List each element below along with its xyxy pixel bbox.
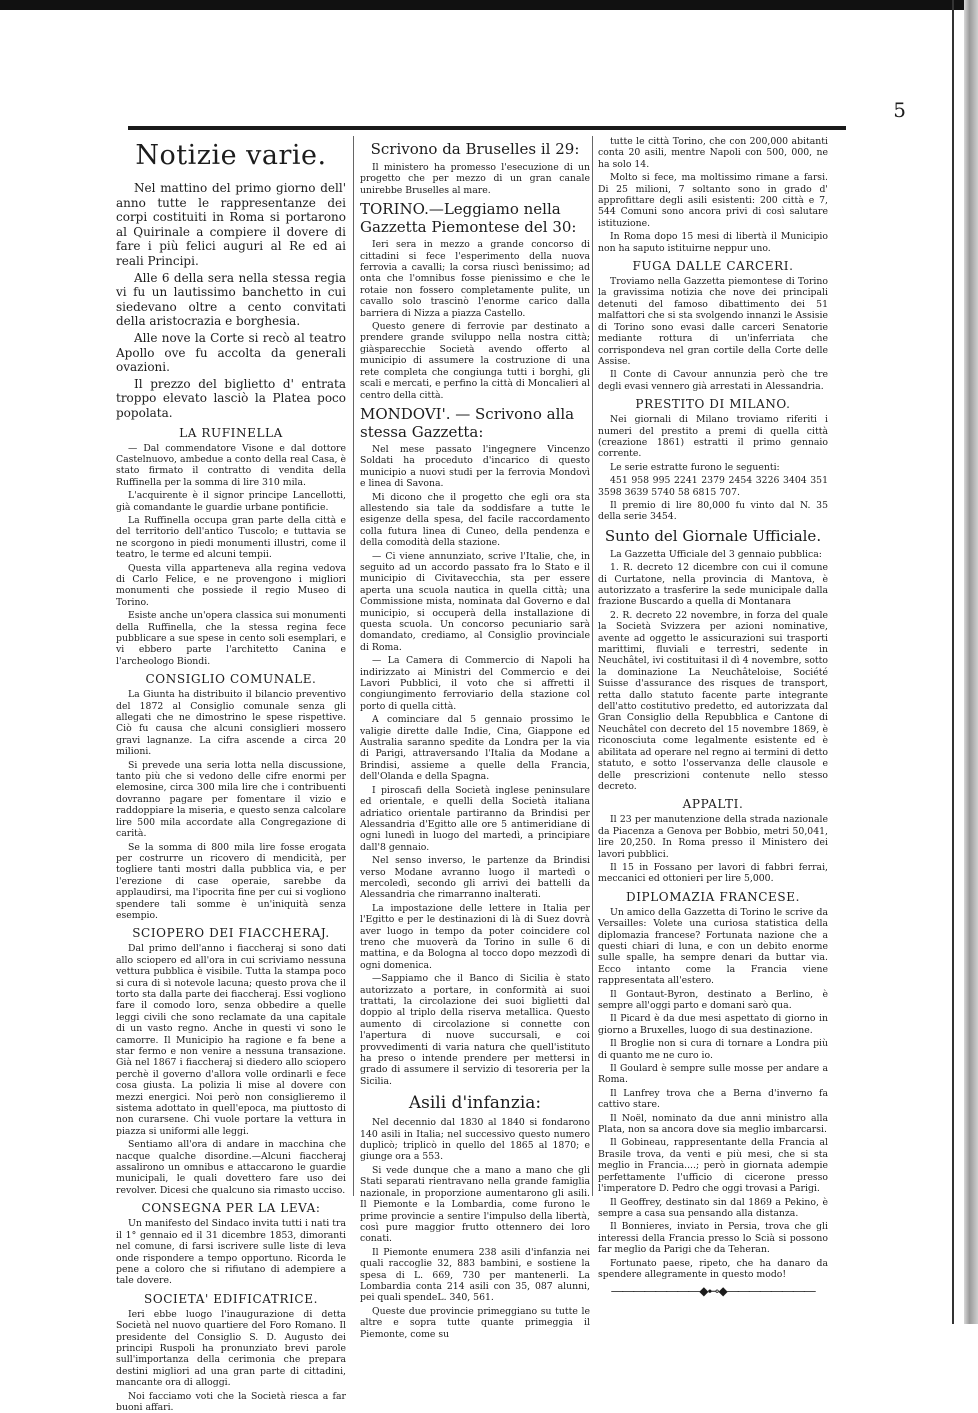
paragraph: La Giunta ha distribuito il bilancio preventivo del 1872 al Consiglio comunale senza gli allegati che ne dimostrino le spese rispettive. Ciò fu causa che alcuni consiglieri mossero gravi lagnanze. La cifra ascende a circa 20 milioni. (116, 689, 346, 758)
paragraph: Un amico della Gazzetta di Torino le scrive da Versailles: Volete una curiosa statistica della diplomazia francese? Fortunata nazione che a questi chiari di luna, e con un debito enorme sulle spalle, ha sempre denari da buttar via. Ecco intanto come la Francia viene rappresentata all'estero. (598, 906, 828, 987)
page-right-line (952, 0, 954, 1324)
column-1 (116, 136, 346, 1413)
subheading: APPALTI. (682, 797, 744, 812)
section-title: Notizie varie. (135, 140, 327, 171)
subheading: SCIOPERO DEI FIACCHERAJ. (132, 926, 330, 941)
paragraph: Il prezzo del biglietto d' entrata troppo elevato lasciò la Platea poco popolata. (116, 376, 346, 420)
paragraph: Il 23 per manutenzione della strada nazionale da Piacenza a Genova per Bobbio, metri 50,041, lire 20,250. In Roma presso il Ministero dei lavori pubblici. (598, 814, 828, 860)
paragraph: Noi facciamo voti che la Società riesca a far buoni affari. (116, 1390, 346, 1413)
paragraph: 451 958 995 2241 2379 2454 3226 3404 351 3598 3639 5740 58 6815 707. (598, 475, 828, 498)
paragraph: L'acquirente è il signor principe Lancellotti, già comandante le guardie urbane pontificie. (116, 490, 346, 513)
paragraph: 1. R. decreto 12 dicembre con cui il comune di Curtatone, nella provincia di Mantova, è autorizzato a trasferire la sede municipale dalla frazione Buscardo a quella di Montanara (598, 562, 828, 608)
paragraph: Il premio di lire 80,000 fu vinto dal N. 35 della serie 3454. (598, 499, 828, 523)
paragraph: Il Bonnieres, inviato in Persia, trova che gli interessi della Francia presso lo Scià si possono far meglio da Parigi che da Teheran. (598, 1221, 828, 1256)
column-3 (598, 136, 828, 1304)
paragraph: Le serie estratte furono le seguenti: (610, 461, 780, 473)
column-divider (592, 136, 593, 1196)
column-divider (353, 136, 354, 1196)
paragraph: Esiste anche un'opera classica sui monumenti della Ruffinella, che la stessa regina fece pubblicare a sue spese in cento soli esemplari, e vi ebbero parte l'architetto Canina e l'archeologo Biondi. (116, 610, 346, 667)
page-right-edge (964, 0, 978, 1324)
paragraph: I piroscafi della Società inglese peninsulare ed orientale, e quelli della Società italiana adriatico orientale partiranno da Brindisi per Alessandria d'Egitto alle ore 5 antimeridiane di ogni lunedì in luogo del martedì, a principiare dall'8 gennaio. (360, 784, 590, 853)
paragraph: Il Piemonte enumera 238 asili d'infanzia nei quali raccoglie 32, 883 bambini, e sostiene la spesa di L. 669, 730 per mantenerli. La Lombardia conta 214 asili con 35, 087 alunni, pei quali spendeL. 340, 561. (360, 1246, 590, 1304)
paragraph: La Gazzetta Ufficiale del 3 gennaio pubblica: (610, 548, 822, 560)
subheading: SOCIETA' EDIFICATRICE. (144, 1291, 318, 1306)
column-2 (360, 136, 590, 1340)
paragraph: Il Lanfrey trova che a Berna d'inverno fa cattivo stare. (598, 1087, 828, 1111)
paragraph: Sentiamo all'ora di andare in macchina che nacque qualche disordine.—Alcuni fiaccheraj assalirono un omnibus e attaccarono le guardie municipali, le quali dovettero fare uso dei revolver. Dicesi che qualcuno sia rimasto ucciso. (116, 1139, 346, 1196)
paragraph: Fortunato paese, ripeto, che ha danaro da spendere allegramente in questo modo! (598, 1257, 828, 1280)
paragraph: — La Camera di Commercio di Napoli ha indirizzato ai Ministri del Commercio e dei Lavori Pubblici, il voto che si affretti il congiungimento ferroviario della stazione col porto di quella città. (360, 655, 590, 712)
header-rule (128, 126, 846, 130)
paragraph: Il Picard è da due mesi aspettato di giorno in giorno a Bruxelles, luogo di sua destinazione. (598, 1013, 828, 1036)
paragraph: La Ruffinella occupa gran parte della città e del territorio dell'antico Tuscolo; e tuttavia se ne scorgono in piedi monumenti illustri, come il teatro, le terme ed alcuni tempii. (116, 514, 346, 561)
paragraph: Nel decennio dal 1830 al 1840 si fondarono 140 asili in Italia; nel successivo questo numero duplicò; triplicò in quello del 1865 al 1870; e giunge ora a 553. (360, 1117, 590, 1163)
paragraph: — Ci viene annunziato, scrive l'Italie, che, in seguito ad un accordo passato fra lo Stato e il municipio di Civitavecchia, sta per essere aperta una scuola nautica in quella città; una Commissione mista, nominata dal Governo e dal municipio, si occuperà della installazione di questa scuola. Un concorso pecuniario sarà domandato, crediamo, al Consiglio provinciale di Roma. (360, 550, 590, 653)
paragraph: Nel senso inverso, le partenze da Brindisi verso Modane avranno luogo il martedì o mercoledì, secondo gli arrivi dei battelli da Alessandria che rimarranno inalterati. (360, 855, 590, 901)
paragraph: Mi dicono che il progetto che egli ora sta allestendo sia tale da soddisfare a tutte le esigenze della spesa, del facile raccordamento colla futura linea di Cuneo, della pendenza e della comodità della stazione. (360, 491, 590, 549)
subheading: PRESTITO DI MILANO. (635, 397, 791, 412)
paragraph: Questo genere di ferrovie par destinato a prendere grande sviluppo nella nostra città; giàsparecchie Società avendo offerto al municipio di assumere la costruzione di una rete completa che congiunga tutti i borghi, gli scali e mercati, e perfino la città di Moncalieri al centro della città. (360, 321, 590, 401)
subheading: DIPLOMAZIA FRANCESE. (625, 889, 801, 904)
paragraph: Ieri ebbe luogo l'inaugurazione di detta Società nel nuovo quartiere del Foro Romano. Il presidente del Consiglio S. D. Augusto dei principi Ruspoli ha pronunziato brevi parole sull'importanza della cerimonia che prepara destini migliori ad una gran parte di cittadini, mancante ora di alloggi. (116, 1308, 346, 1389)
paragraph: Troviamo nella Gazzetta piemontese di Torino la gravissima notizia che nove dei principali detenuti del famoso dibattimento dei 51 malfattori che si sta svolgendo innanzi le Assisie di Torino sono evasi dalle carceri Senatorie mediante rottura di un'inferriata che corrispondeva nel gran cortile della Corte delle Assise. (598, 276, 828, 367)
paragraph: Dal primo dell'anno i fiaccheraj si sono dati allo sciopero ed all'ora in cui scriviamo nessuna vettura pubblica è visibile. Tutta la stampa poco si cura di sì notevole lacuna; questo prova che il torto sta dalla parte dei fiaccheraj. Essi vogliono fare il comodo loro, senza obbedire a quelle leggi civili che sono reclamate da una capitale di un vasto regno. Anche in questi vi sono le camorre. Il Municipio ha ragione e fa bene a star fermo e non venire a nessuna transazione. Già nel 1867 i fiaccheraj si diedero allo sciopero perchè il governo d'allora volle ordinarli e fece cosa giusta. La polizia li mise al dovere con mezzi energici. Noi però non consiglieremo il sistema adottato in quell'epoca, ma piuttosto di non curarsene. Chi vuole portare la vettura in piazza si uniformi alle leggi. (116, 943, 346, 1137)
paragraph: Nel mattino del primo giorno dell' anno tutte le rappresentanze dei corpi costituiti in Roma si portarono al Quirinale a compiere il dovere di fare i più felici auguri al Re ed ai reali Principi. (116, 181, 346, 268)
paragraph: Il Broglie non si cura di tornare a Londra più di quanto me ne curo io. (598, 1038, 828, 1061)
paragraph: tutte le città Torino, che con 200,000 abitanti conta 20 asili, mentre Napoli con 500, 000, ne ha solo 14. (598, 136, 828, 170)
paragraph: Il Conte di Cavour annunzia però che tre degli evasi vennero già arrestati in Alessandria. (598, 369, 828, 392)
end-ornament: ――――――――◆⊷◆―――――――― (611, 1284, 815, 1299)
subheading: FUGA DALLE CARCERI. (632, 259, 794, 274)
paragraph: Un manifesto del Sindaco invita tutti i nati tra il 1° gennaio ed il 31 dicembre 1853, dimoranti nel comune, di farsi iscrivere sulle liste di leva onde rispondere a tempo opportuno. Ricorda le pene a coloro che si rifiutano di adempiere a tale dovere. (116, 1218, 346, 1287)
paragraph: Alle 6 della sera nella stessa regia vi fu un lautissimo banchetto in cui siedevano oltre a cento convitati della aristocrazia e borghesia. (116, 270, 346, 329)
page-number: 5 (893, 98, 906, 122)
headline: MONDOVI'. — Scrivono alla stessa Gazzetta: (360, 404, 575, 441)
headline: Scrivono da Bruselles il 29: (370, 140, 580, 158)
subheading: LA RUFINELLA (179, 425, 283, 440)
paragraph: Se la somma di 800 mila lire fosse erogata per costrurre un ricovero di mendicità, per togliere tanti mostri dalla pubblica via, e per l'erezione di case operaie, sarebbe da applaudirsi, ma l'ipocrita fine per cui si vogliono spendere tali somme è un'iniquità senza esempio. (116, 841, 346, 921)
paragraph: In Roma dopo 15 mesi di libertà il Municipio non ha saputo istituirne neppur uno. (598, 231, 828, 254)
paragraph: Alle nove la Corte si recò al teatro Apollo ove fu accolta da generali ovazioni. (116, 330, 346, 375)
paragraph: Il ministero ha promesso l'esecuzione di un progetto che per mezzo di un gran canale unirebbe Bruselles al mare. (360, 162, 590, 196)
paragraph: Il Goulard è sempre sulle mosse per andare a Roma. (598, 1063, 828, 1086)
paragraph: A cominciare dal 5 gennaio prossimo le valigie dirette dalle Indie, Cina, Giappone ed Australia saranno spedite da Londra per la via di Parigi, attraversando l'Italia da Modane a Brindisi, assieme a quelle della Francia, dell'Olanda e della Spagna. (360, 714, 590, 783)
headline: Asili d'infanzia: (408, 1093, 542, 1114)
paragraph: La impostazione delle lettere in Italia per l'Egitto e per le destinazioni di là di Suez dovrà aver luogo in tempo da poter coincidere col treno che muoverà da Torino in sulle 6 di mattina, e da Bologna al tocco dopo mezzodì di ogni domenica. (360, 902, 590, 971)
paragraph: Si prevede una seria lotta nella discussione, tanto più che si vedono delle cifre enormi per elemosine, circa 300 mila lire che i contribuenti dovranno pagare per fomentare il vizio e raddoppiare la miseria, e questo senza calcolare lire 500 mila accordate alla Congregazione di carità. (116, 759, 346, 840)
paragraph: Molto si fece, ma moltissimo rimane a farsi. Di 25 milioni, 7 soltanto sono in grado d' approfittare degli asili esistenti: 200 città e 7, 544 Comuni sono ancora privi di così salutare istituzione. (598, 172, 828, 229)
paragraph: Il Gobineau, rappresentante della Francia al Brasile trova, da venti e più mesi, che si sta meglio in Francia....; però in giornata adempie perfettamente l'ufficio di cicerone presso l'imperatore D. Pedro che oggi trovasi a Parigi. (598, 1137, 828, 1195)
page-top-border (0, 0, 978, 10)
paragraph: Si vede dunque che a mano a mano che gli Stati separati rientravano nella grande famiglia nazionale, in proporzione aumentarono gli asili. Il Piemonte e la Lombardia, come furono le prime provincie a sentire l'impulso della libertà, così pure maggior frutto ottennero dei loro conati. (360, 1164, 590, 1245)
paragraph: — Dal commendatore Visone e dal dottore Castelnuovo, ambedue a conto della real Casa, è stato firmato il contratto di vendita della Ruffinella per la somma di lire 310 mila. (116, 442, 346, 488)
paragraph: Il Geoffrey, destinato sin dal 1869 a Pekino, è sempre a casa sua pensando alla distanza. (598, 1196, 828, 1219)
subheading: CONSIGLIO COMUNALE. (145, 672, 317, 687)
paragraph: 2. R. decreto 22 novembre, in forza del quale la Società Svizzera per azioni nominative, avente ad oggetto le assicurazioni sui trasporti marittimi, fluviali e terrestri, sedente in Neuchâtel, ivi costituitasi il dì 4 novembre, sotto la dominazione La Neuchâteloise, Société Suisse d'assurance des risques de transport, retta dallo statuto facente parte integrante dell'atto costitutivo predetto, ed autorizzata dal Gran Consiglio della Repubblica e Cantone di Neuchâtel con decreto del 15 novembre 1869, è riconosciuta come legalmente esistente ed è abilitata ad operare nel regno ai termini di detto statuto, e sotto l'osservanza delle clausole e delle prescrizioni contenute nello stesso decreto. (598, 609, 828, 792)
paragraph: Il Noël, nominato da due anni ministro alla Plata, non sa ancora dove sia meglio imbarcarsi. (598, 1112, 828, 1136)
paragraph: Nel mese passato l'ingegnere Vincenzo Soldati ha proceduto d'incarico di questo municipio a nuovi studi per la ferrovia Mondovì e linea di Savona. (360, 443, 590, 490)
paragraph: —Sappiamo che il Banco di Sicilia è stato autorizzato a portare, in conformità ai suoi trattati, la circolazione dei suoi biglietti dal doppio al triplo della riserva metallica. Questo aumento di circolazione si connette con l'apertura di nuove succursali, e coi provvedimenti di varia natura che quell'istituto ha preso o intende prendere per mettersi in grado di assumere il servizio di tesoreria per la Sicilia. (360, 973, 590, 1087)
paragraph: Questa villa apparteneva alla regina vedova di Carlo Felice, e ne provengono i migliori monumenti che possiede il regio Museo di Torino. (116, 562, 346, 608)
paragraph: Ieri sera in mezzo a grande concorso di cittadini si fece l'esperimento della nuova ferrovia a cavalli; la corsa riuscì benissimo; ad onta che l'omnibus fosse pienissimo e che le rotaie non fossero completamente pulite, un cavallo solo trascinò l'enorme carico dalla barriera di Nizza a piazza Castello. (360, 239, 590, 319)
headline: TORINO.—Leggiamo nella Gazzetta Piemontese del 30: (360, 200, 577, 237)
headline: Sunto del Giornale Ufficiale. (604, 526, 822, 545)
paragraph: Nei giornali di Milano troviamo riferiti i numeri del prestito a premi di quella città (creazione 1861) estratti il primo gennaio corrente. (598, 414, 828, 460)
subheading: CONSEGNA PER LA LEVA: (141, 1201, 321, 1216)
paragraph: Il Gontaut-Byron, destinato a Berlino, è sempre all'oggi parto e domani sarò qua. (598, 988, 828, 1011)
paragraph: Il 15 in Fossano per lavori di fabbri ferrai, meccanici ed ottonieri per lire 5,000. (598, 861, 828, 885)
paragraph: Queste due provincie primeggiano su tutte le altre e sopra tutte quante primeggia il Piemonte, come su (360, 1305, 590, 1340)
